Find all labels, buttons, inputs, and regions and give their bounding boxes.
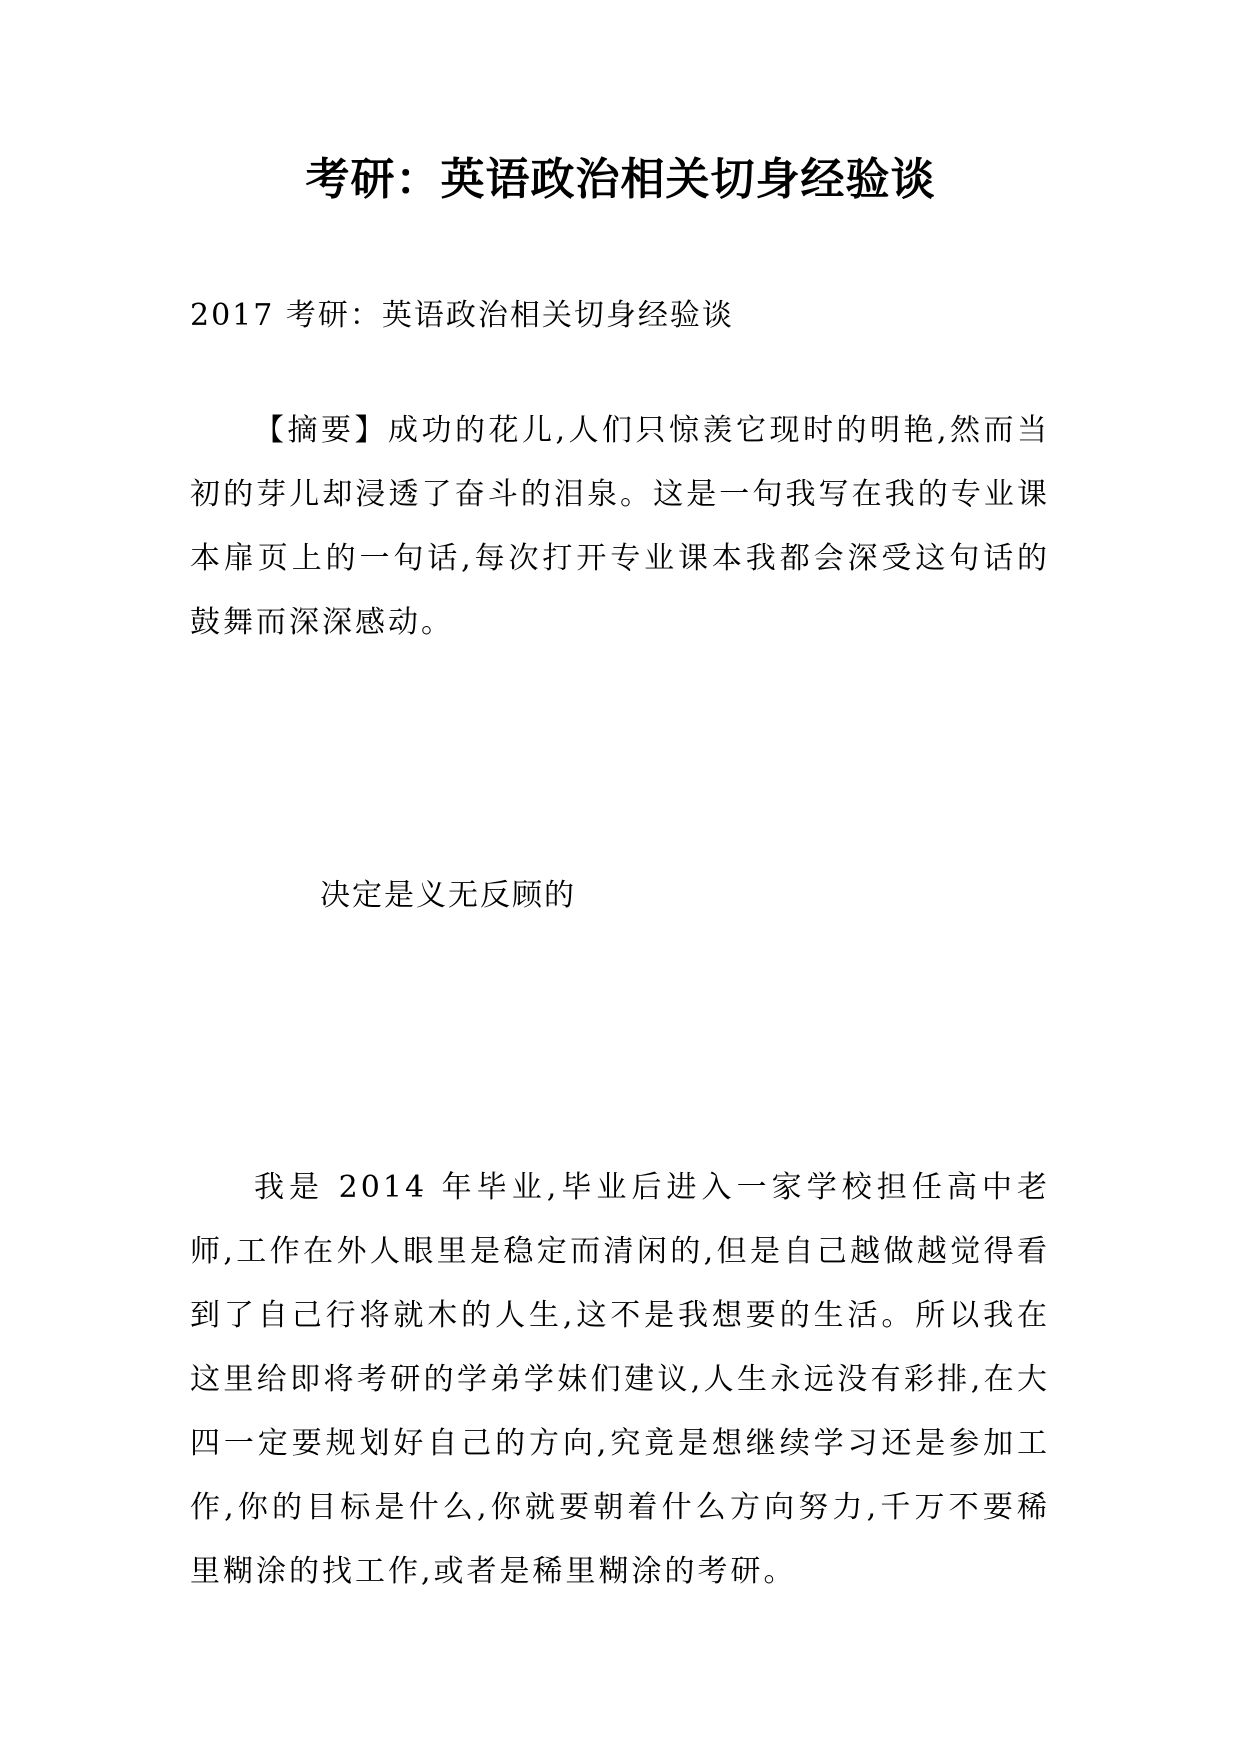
abstract-paragraph: 【摘要】成功的花儿,人们只惊羡它现时的明艳,然而当初的芽儿却浸透了奋斗的泪泉。这是一句我写在我的专业课本扉页上的一句话,每次打开专业课本我都会深受这句话的鼓舞而深深感动。 [190, 413, 1050, 640]
section-heading: 决定是义无反顾的 [320, 878, 576, 913]
document-title: 考研：英语政治相关切身经验谈 [305, 154, 936, 205]
body-paragraph: 我是 2014 年毕业,毕业后进入一家学校担任高中老师,工作在外人眼里是稳定而清闲的,但是自己越做越觉得看到了自己行将就木的人生,这不是我想要的生活。所以我在这里给即将考研的学弟学妹们建议,人生永远没有彩排,在大四一定要规划好自己的方向,究竟是想继续学习还是参加工作,你的目标是什么,你就要朝着什么方向努力,千万不要稀里糊涂的找工作,或者是稀里糊涂的考研。 [190, 1170, 1050, 1589]
document-subtitle: 2017 考研：英语政治相关切身经验谈 [190, 298, 734, 333]
